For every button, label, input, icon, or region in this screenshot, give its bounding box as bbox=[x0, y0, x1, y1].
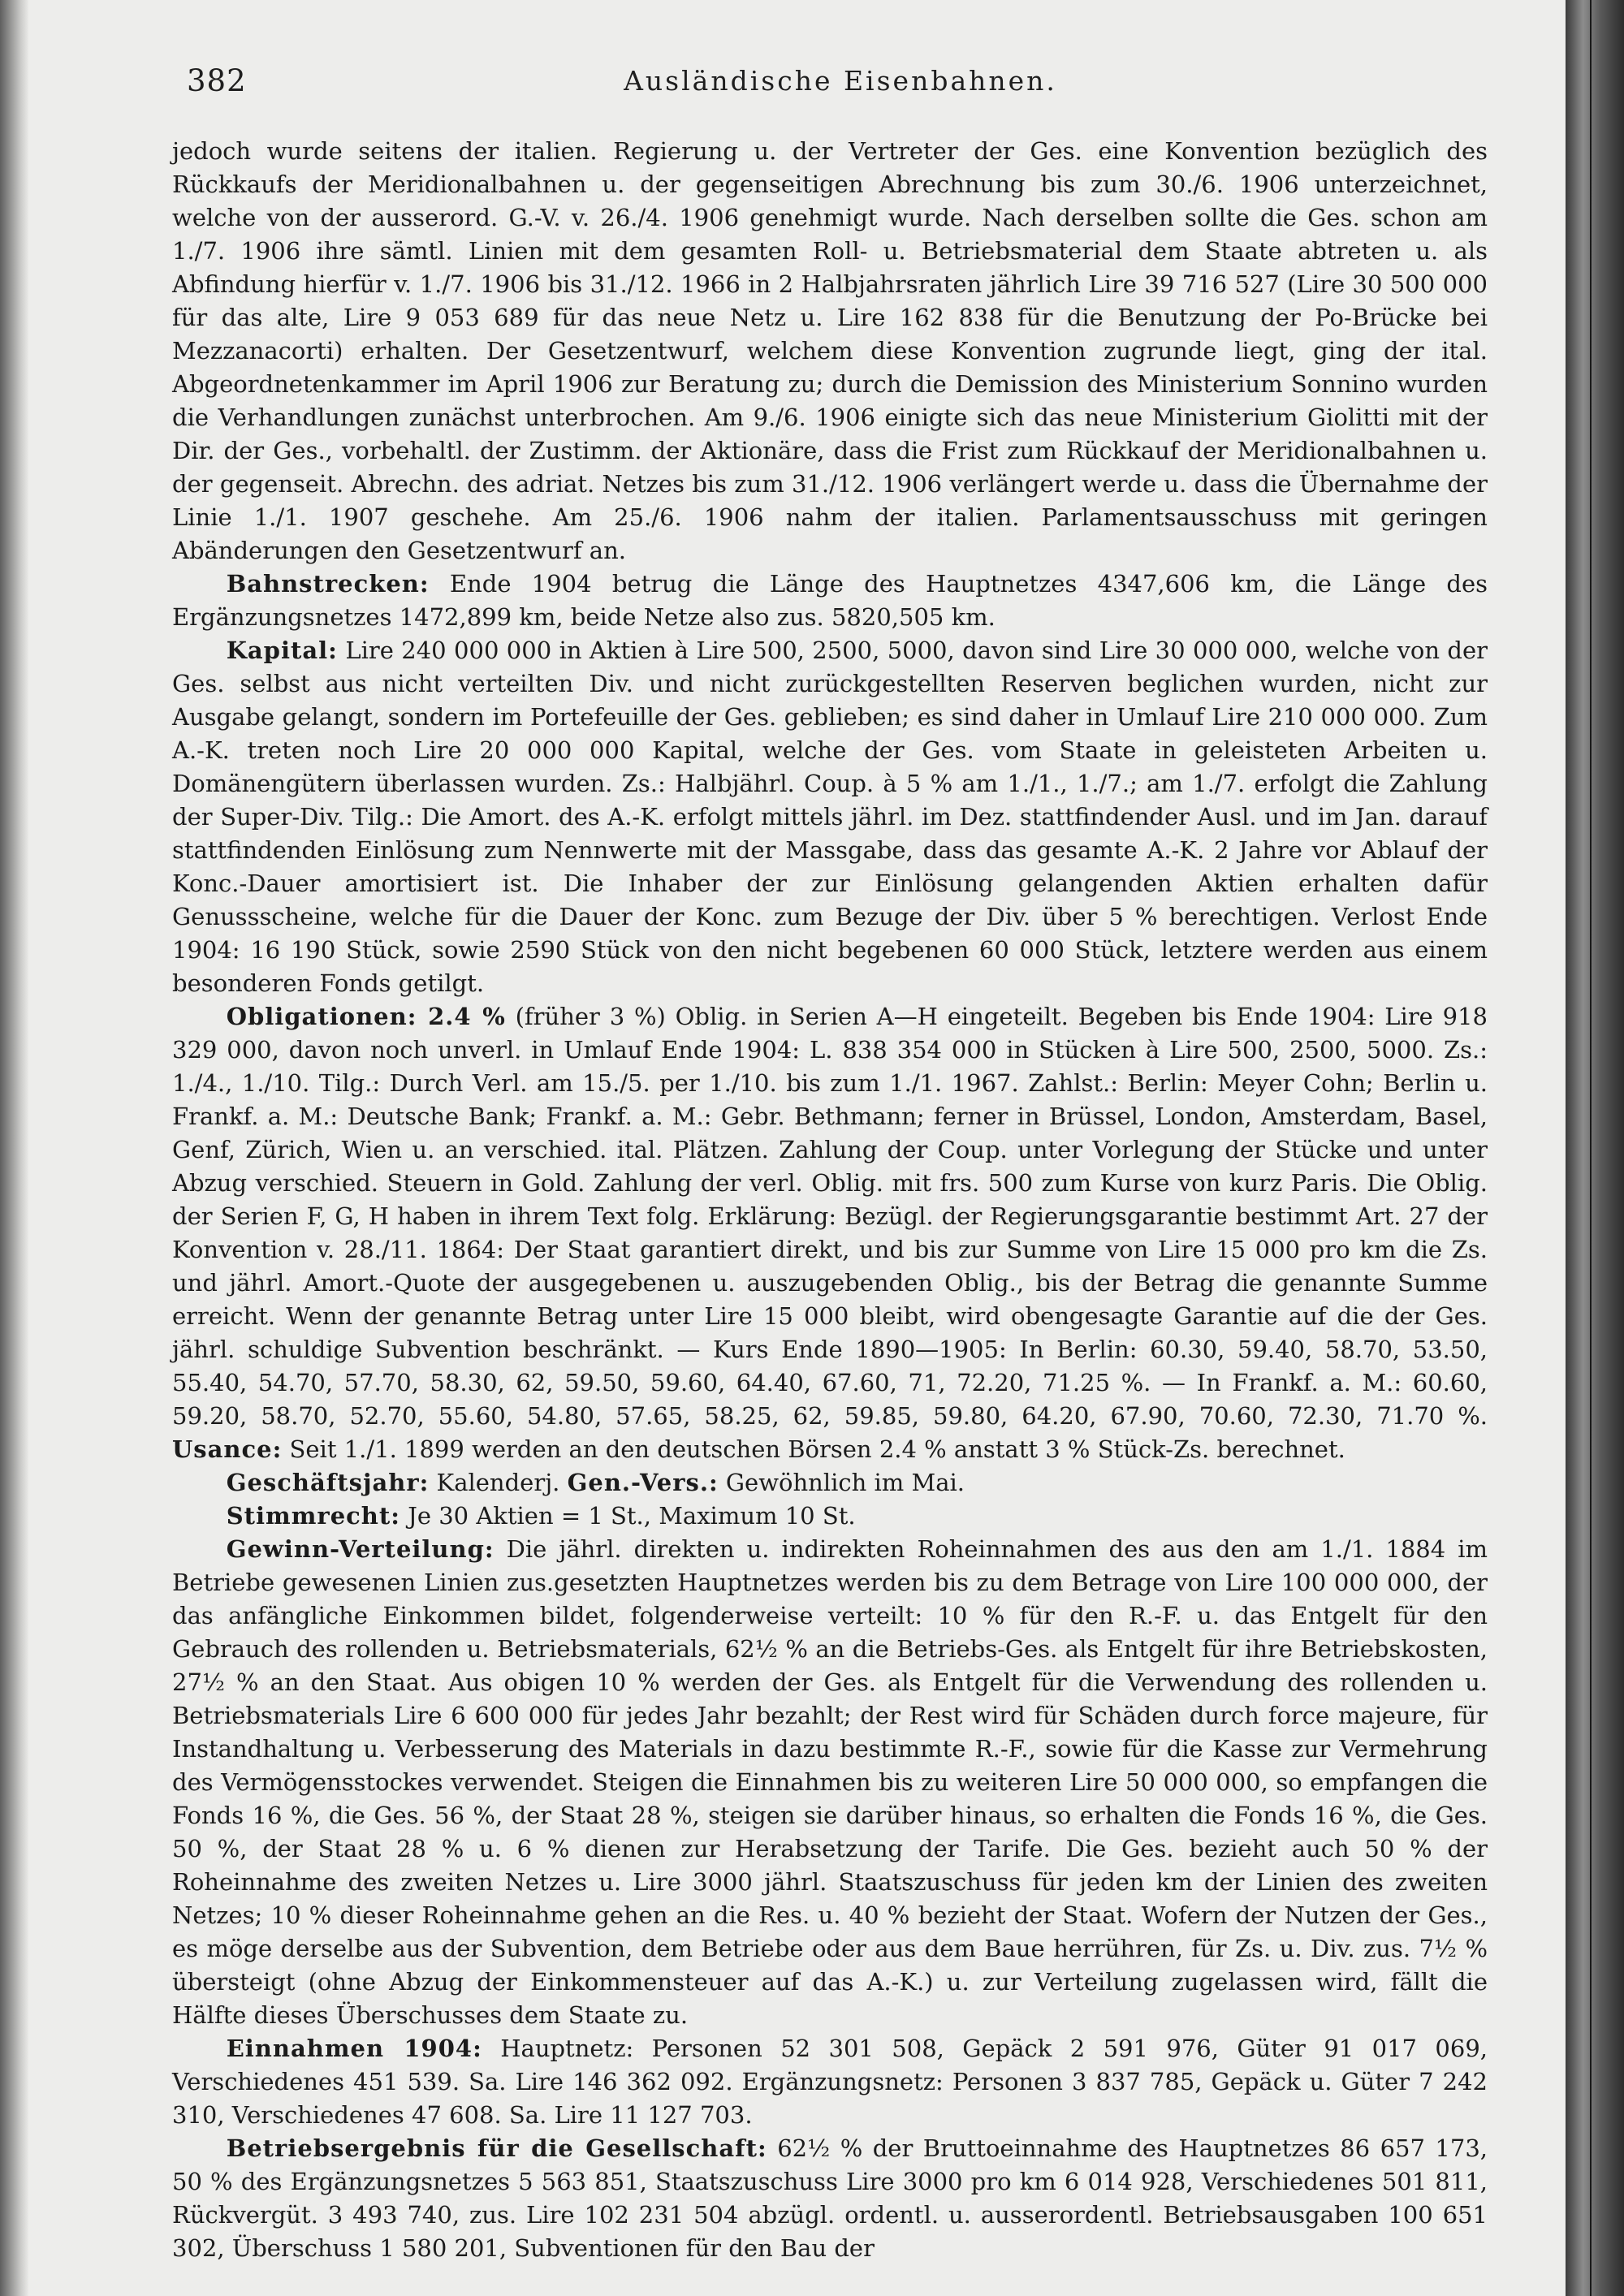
paragraph-text: Hauptnetz: Personen 52 301 508, Gepäck 2 591 976, Güter 91 017 069, Verschiedenes 451 539. Sa. Lire 146 362 092. Ergänzungsnetz: Personen 3 837 785, Gepäck u. Güter 7 242 310, Verschiedenes 47 608. Sa. Lire 11 127 703. bbox=[172, 2035, 1488, 2129]
section-label: Usance: bbox=[172, 1435, 283, 1463]
paragraph-einnahmen bbox=[172, 2032, 1488, 2132]
section-label: Stimmrecht: bbox=[226, 1502, 400, 1530]
section-label: Geschäftsjahr: bbox=[226, 1469, 430, 1496]
paragraph-stimmrecht bbox=[172, 1500, 1488, 1533]
section-label: Betriebsergebnis für die Gesellschaft: bbox=[226, 2134, 767, 2162]
section-label: Einnahmen 1904: bbox=[226, 2035, 482, 2062]
paragraph-text: Je 30 Aktien = 1 St., Maximum 10 St. bbox=[408, 1502, 856, 1530]
page-number: 382 bbox=[187, 63, 247, 98]
paragraph-kapital bbox=[172, 634, 1488, 1000]
paragraph-text: jedoch wurde seitens der italien. Regierung u. der Vertreter der Ges. eine Konvention bezüglich des Rückkaufs der Meridionalbahnen u. der gegenseitigen Abrechnung bis zum 30./6. 1906 unterzeichnet, welche von der ausserord. G.-V. v. 26./4. 1906 genehmigt wurde. Nach derselben sollte die Ges. schon am 1./7. 1906 ihre sämtl. Linien mit dem gesamten Roll- u. Betriebsmaterial dem Staate abtreten u. als Abfindung hierfür v. 1./7. 1906 bis 31./12. 1966 in 2 Halbjahrsraten jährlich Lire 39 716 527 (Lire 30 500 000 für das alte, Lire 9 053 689 für das neue Netz u. Lire 162 838 für die Benutzung der Po-Brücke bei Mezzanacorti) erhalten. Der Gesetzentwurf, welchem diese Konvention zugrunde liegt, ging der ital. Abgeordnetenkammer im April 1906 zur Beratung zu; durch die Demission des Ministerium Sonnino wurden die Verhandlungen zunächst unterbrochen. Am 9./6. 1906 einigte sich das neue Ministerium Giolitti mit der Dir. der Ges., vorbehaltl. der Zustimm. der Aktionäre, dass die Frist zum Rückkauf der Meridionalbahnen u. der gegenseit. Abrechn. des adriat. Netzes bis zum 31./12. 1906 verlängert werde u. dass die Übernahme der Linie 1./1. 1907 geschehe. Am 25./6. 1906 nahm der italien. Parlamentsausschuss mit geringen Abänderungen den Gesetzentwurf an. bbox=[172, 137, 1488, 564]
paragraph-text: Ende 1904 betrug die Länge des Hauptnetzes 4347,606 km, die Länge des Ergänzungsnetzes 1472,899 km, beide Netze also zus. 5820,505 km. bbox=[172, 570, 1488, 631]
paragraph-text: Seit 1./1. 1899 werden an den deutschen Börsen 2.4 % anstatt 3 % Stück-Zs. berechnet. bbox=[289, 1435, 1345, 1463]
book-binding-edge bbox=[1566, 0, 1624, 2296]
paragraph-text: Lire 240 000 000 in Aktien à Lire 500, 2500, 5000, davon sind Lire 30 000 000, welche von der Ges. selbst aus nicht verteilten Div. und nicht zurückgestellten Reserven beglichen wurden, nicht zur Ausgabe gelangt, sondern im Portefeuille der Ges. geblieben; es sind daher in Umlauf Lire 210 000 000. Zum A.-K. treten noch Lire 20 000 000 Kapital, welche der Ges. vom Staate in geleisteten Arbeiten u. Domänengütern überlassen wurden. Zs.: Halbjährl. Coup. à 5 % am 1./1., 1./7.; am 1./7. erfolgt die Zahlung der Super-Div. Tilg.: Die Amort. des A.-K. erfolgt mittels jährl. im Dez. stattfindender Ausl. und im Jan. darauf stattfindenden Einlösung zum Nennwerte mit der Massgabe, dass das gesamte A.-K. 2 Jahre vor Ablauf der Konc.-Dauer amortisiert ist. Die Inhaber der zur Einlösung gelangenden Aktien erhalten dafür Genussscheine, welche für die Dauer der Konc. zum Bezuge der Div. über 5 % berechtigen. Verlost Ende 1904: 16 190 Stück, sowie 2590 Stück von den nicht begebenen 60 000 Stück, letztere werden aus einem besonderen Fonds getilgt. bbox=[172, 637, 1488, 997]
paragraph-text: Gewöhnlich im Mai. bbox=[725, 1469, 965, 1496]
binding-line bbox=[1590, 0, 1592, 2296]
paragraph-text: 62½ % der Bruttoeinnahme des Hauptnetzes 86 657 173, 50 % des Ergänzungsnetzes 5 563 851, Staatszuschuss Lire 3000 pro km 6 014 928, Verschiedenes 501 811, Rückvergüt. 3 493 740, zus. Lire 102 231 504 abzügl. ordentl. u. ausserordentl. Betriebsausgaben 100 651 302, Überschuss 1 580 201, Subventionen für den Bau der bbox=[172, 2134, 1488, 2262]
body-text bbox=[172, 135, 1488, 2265]
paragraph-geschaeftsjahr bbox=[172, 1466, 1488, 1500]
page-header bbox=[187, 63, 1494, 106]
section-label: Gen.-Vers.: bbox=[567, 1469, 719, 1496]
section-label: Gewinn-Verteilung: bbox=[226, 1535, 495, 1563]
paragraph-betriebsergebnis bbox=[172, 2132, 1488, 2265]
paragraph-intro bbox=[172, 135, 1488, 568]
paragraph-obligationen bbox=[172, 1000, 1488, 1466]
section-label: Obligationen: 2.4 % bbox=[226, 1003, 506, 1030]
paragraph-bahnstrecken bbox=[172, 568, 1488, 634]
running-title: Ausländische Eisenbahnen. bbox=[624, 65, 1057, 97]
section-label: Kapital: bbox=[226, 637, 338, 664]
paragraph-text: Kalenderj. bbox=[436, 1469, 560, 1496]
paragraph-text: (früher 3 %) Oblig. in Serien A—H eingeteilt. Begeben bis Ende 1904: Lire 918 329 000, davon noch unverl. in Umlauf Ende 1904: L. 838 354 000 in Stücken à Lire 500, 2500, 5000. Zs.: 1./4., 1./10. Tilg.: Durch Verl. am 15./5. per 1./10. bis zum 1./1. 1967. Zahlst.: Berlin: Meyer Cohn; Berlin u. Frankf. a. M.: Deutsche Bank; Frankf. a. M.: Gebr. Bethmann; ferner in Brüssel, London, Amsterdam, Basel, Genf, Zürich, Wien u. an verschied. ital. Plätzen. Zahlung der Coup. unter Vorlegung der Stücke und unter Abzug verschied. Steuern in Gold. Zahlung der verl. Oblig. mit frs. 500 zum Kurse von kurz Paris. Die Oblig. der Serien F, G, H haben in ihrem Text folg. Erklärung: Bezügl. der Regierungsgarantie bestimmt Art. 27 der Konvention v. 28./11. 1864: Der Staat garantiert direkt, und bis zur Summe von Lire 15 000 pro km die Zs. und jährl. Amort.-Quote der ausgegebenen u. auszugebenden Oblig., bis der Betrag die genannte Summe erreicht. Wenn der genannte Betrag unter Lire 15 000 bleibt, wird obengesagte Garantie auf die der Ges. jährl. schuldige Subvention beschränkt. — Kurs Ende 1890—1905: In Berlin: 60.30, 59.40, 58.70, 53.50, 55.40, 54.70, 57.70, 58.30, 62, 59.50, 59.60, 64.40, 67.60, 71, 72.20, 71.25 %. — In Frankf. a. M.: 60.60, 59.20, 58.70, 52.70, 55.60, 54.80, 57.65, 58.25, 62, 59.85, 59.80, 64.20, 67.90, 70.60, 72.30, 71.70 %. bbox=[172, 1003, 1488, 1430]
section-label: Bahnstrecken: bbox=[226, 570, 430, 598]
paragraph-text: Die jährl. direkten u. indirekten Roheinnahmen des aus den am 1./1. 1884 im Betriebe gewesenen Linien zus.gesetzten Hauptnetzes werden bis zu dem Betrage von Lire 100 000 000, der das anfängliche Einkommen bildet, folgenderweise verteilt: 10 % für den R.-F. u. das Entgelt für den Gebrauch des rollenden u. Betriebsmaterials, 62½ % an die Betriebs-Ges. als Entgelt für ihre Betriebskosten, 27½ % an den Staat. Aus obigen 10 % werden der Ges. als Entgelt für die Verwendung des rollenden u. Betriebsmaterials Lire 6 600 000 für jedes Jahr bezahlt; der Rest wird für Schäden durch force majeure, für Instandhaltung u. Verbesserung des Materials in dazu bestimmte R.-F., sowie für die Kasse zur Vermehrung des Vermögensstockes verwendet. Steigen die Einnahmen bis zu weiteren Lire 50 000 000, so empfangen die Fonds 16 %, die Ges. 56 %, der Staat 28 %, steigen sie darüber hinaus, so erhalten die Fonds 16 %, die Ges. 50 %, der Staat 28 % u. 6 % dienen zur Herabsetzung der Tarife. Die Ges. bezieht auch 50 % der Roheinnahme des zweiten Netzes u. Lire 3000 jährl. Staatszuschuss für jeden km der Linien des zweiten Netzes; 10 % dieser Roheinnahme gehen an die Res. u. 40 % bezieht der Staat. Wofern der Nutzen der Ges., es möge derselbe aus der Subvention, dem Betriebe oder aus dem Baue herrühren, für Zs. u. Div. zus. 7½ % übersteigt (ohne Abzug der Einkommensteuer auf das A.-K.) u. zur Verteilung zugelassen wird, fällt die Hälfte dieses Überschusses dem Staate zu. bbox=[172, 1535, 1488, 2029]
paragraph-gewinn-verteilung bbox=[172, 1533, 1488, 2032]
page-gutter-shadow bbox=[0, 0, 29, 2296]
